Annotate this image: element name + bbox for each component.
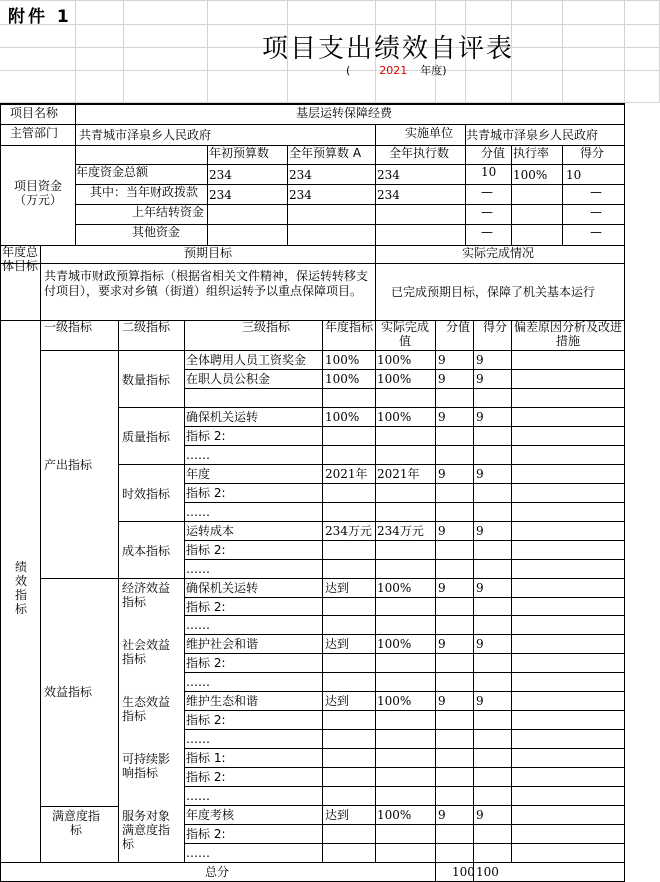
funds-row-label: 年度资金总额 xyxy=(76,165,149,179)
table-border xyxy=(435,862,436,882)
funds-score: — xyxy=(590,205,602,219)
indicator-l3: 在职人员公积金 xyxy=(186,372,271,386)
year-value: 2021 xyxy=(379,64,408,77)
table-border xyxy=(0,862,625,863)
table-border xyxy=(118,521,625,522)
impl-value: 共青城市泽泉乡人民政府 xyxy=(466,128,599,142)
level1-satisfaction: 满意度指标 xyxy=(51,809,100,837)
table-border xyxy=(624,103,625,882)
indicator-l3: 运转成本 xyxy=(186,524,235,538)
indicator-l3: 确保机关运转 xyxy=(186,581,259,595)
funds-initial: 234 xyxy=(209,168,232,182)
attachment-label: 附件 1 xyxy=(8,7,72,27)
indicator-score-value: 9 xyxy=(438,353,446,367)
funds-executed: 234 xyxy=(377,168,400,182)
ind-header-actual: 实际完成值 xyxy=(380,320,429,348)
indicator-l3: 指标 1: xyxy=(186,751,226,765)
funds-header-executed: 全年执行数 xyxy=(389,146,450,160)
indicators-side-label: 绩效指标 xyxy=(14,560,27,616)
indicator-actual: 100% xyxy=(377,581,412,595)
funds-header-score-value: 分值 xyxy=(481,146,506,160)
indicator-target: 100% xyxy=(325,372,360,386)
indicator-score: 9 xyxy=(476,410,484,424)
funds-label: 项目资金 （万元） xyxy=(13,179,62,207)
table-border xyxy=(40,350,625,351)
funds-annual: 234 xyxy=(289,188,312,202)
table-border xyxy=(322,320,323,863)
funds-score: 10 xyxy=(566,168,582,182)
ind-header-target: 年度指标 xyxy=(324,320,373,334)
funds-header-rate: 执行率 xyxy=(513,146,550,160)
funds-score-value: 10 xyxy=(481,165,497,179)
indicator-actual: 100% xyxy=(377,410,412,424)
indicator-target: 达到 xyxy=(325,581,350,595)
indicator-l3: …… xyxy=(186,675,210,689)
table-border xyxy=(473,320,474,863)
indicator-target: 达到 xyxy=(325,637,350,651)
table-border xyxy=(75,124,625,125)
table-border xyxy=(184,805,625,806)
table-border xyxy=(0,104,625,105)
goals-expected: 共青城市财政预算指标（根据省相关文件精神，保运转转移支付项目），要求对乡镇（街道）组织运转予以重点保障项目。 xyxy=(44,269,369,298)
indicator-l3: …… xyxy=(186,505,210,519)
indicator-l3: 维护生态和谐 xyxy=(186,694,259,708)
table-border xyxy=(184,615,625,616)
table-border xyxy=(184,786,625,787)
impl-label: 实施单位 xyxy=(405,126,454,140)
table-border xyxy=(184,388,625,389)
funds-header-initial: 年初预算数 xyxy=(209,146,270,160)
goals-expected-header: 预期目标 xyxy=(184,246,233,260)
indicator-target: 100% xyxy=(325,410,360,424)
funds-score: — xyxy=(590,225,602,239)
dept-value: 共青城市泽泉乡人民政府 xyxy=(79,128,212,142)
table-border xyxy=(184,729,625,730)
grid-line xyxy=(624,0,625,103)
indicator-l3: 全体聘用人员工资奖金 xyxy=(186,353,307,367)
funds-score-value: — xyxy=(481,185,493,199)
table-border xyxy=(375,320,376,863)
indicator-score-value: 9 xyxy=(438,637,446,651)
indicator-l3: 年度 xyxy=(186,467,211,481)
grid-line xyxy=(0,70,660,71)
funds-rate: 100% xyxy=(513,168,548,182)
indicator-score: 9 xyxy=(476,372,484,386)
ind-header-score-value: 分值 xyxy=(446,320,471,334)
table-border xyxy=(184,426,625,427)
total-label: 总分 xyxy=(205,865,230,879)
table-border xyxy=(287,145,288,246)
table-border xyxy=(465,145,466,246)
funds-score: — xyxy=(590,185,602,199)
indicator-score-value: 9 xyxy=(438,467,446,481)
ind-header-l1: 一级指标 xyxy=(44,320,93,334)
project-name: 基层运转保障经费 xyxy=(296,106,393,120)
indicator-l3: 指标 2: xyxy=(186,600,226,614)
project-name-label: 项目名称 xyxy=(10,106,59,120)
level2-service: 服务对象满意度指标 xyxy=(122,809,171,851)
funds-header-score: 得分 xyxy=(580,146,605,160)
indicator-actual: 100% xyxy=(377,353,412,367)
table-border xyxy=(184,320,185,863)
indicator-score: 9 xyxy=(476,808,484,822)
indicator-l3: …… xyxy=(186,789,210,803)
indicator-l3: 指标 2: xyxy=(186,770,226,784)
indicator-score-value: 9 xyxy=(438,581,446,595)
funds-row-label: 其他资金 xyxy=(132,225,181,239)
total-score-value: 100 xyxy=(452,865,475,879)
indicator-l3: 指标 2: xyxy=(186,543,226,557)
level2-cost: 成本指标 xyxy=(122,544,171,558)
indicator-l3: 指标 2: xyxy=(186,713,226,727)
indicator-l3: …… xyxy=(186,732,210,746)
indicator-l3: 维护社会和谐 xyxy=(186,637,259,651)
indicator-l3: 指标 2: xyxy=(186,827,226,841)
table-border xyxy=(184,843,625,844)
indicator-score-value: 9 xyxy=(438,808,446,822)
table-border xyxy=(118,578,625,579)
indicator-actual: 100% xyxy=(377,372,412,386)
indicator-l3: …… xyxy=(186,846,210,860)
dept-label: 主管部门 xyxy=(10,126,59,140)
indicator-score: 9 xyxy=(476,637,484,651)
table-border xyxy=(435,320,436,863)
level2-quantity: 数量指标 xyxy=(122,373,171,387)
table-border xyxy=(184,634,625,635)
table-border xyxy=(184,710,625,711)
indicator-target: 234万元 xyxy=(325,524,372,538)
indicator-target: 达到 xyxy=(325,808,350,822)
table-border xyxy=(184,559,625,560)
table-border xyxy=(184,445,625,446)
indicator-score: 9 xyxy=(476,353,484,367)
indicator-score-value: 9 xyxy=(438,410,446,424)
table-border xyxy=(511,145,512,246)
grid-line xyxy=(562,0,563,103)
indicator-target: 100% xyxy=(325,353,360,367)
table-border xyxy=(184,483,625,484)
indicator-actual: 2021年 xyxy=(377,467,420,481)
table-border xyxy=(184,502,625,503)
indicator-l3: 年度考核 xyxy=(186,808,235,822)
grid-line xyxy=(123,0,124,103)
funds-score-value: — xyxy=(481,225,493,239)
funds-header-annual: 全年预算数 A xyxy=(289,146,362,160)
table-border xyxy=(184,691,625,692)
indicator-score-value: 9 xyxy=(438,524,446,538)
level2-quality: 质量指标 xyxy=(122,430,171,444)
table-border xyxy=(184,540,625,541)
table-border xyxy=(184,824,625,825)
indicator-score-value: 9 xyxy=(438,694,446,708)
table-border xyxy=(118,464,625,465)
goals-actual-header: 实际完成情况 xyxy=(462,246,535,260)
year-open: ( xyxy=(346,64,351,77)
table-border xyxy=(0,103,1,882)
funds-row-label: 上年结转资金 xyxy=(132,205,205,219)
indicator-actual: 234万元 xyxy=(377,524,424,538)
level2-sustainable: 可持续影响指标 xyxy=(122,752,171,780)
funds-initial: 234 xyxy=(209,188,232,202)
grid-line xyxy=(0,0,660,1)
indicator-target: 达到 xyxy=(325,694,350,708)
indicator-l3: 指标 2: xyxy=(186,486,226,500)
table-border xyxy=(184,653,625,654)
total-score: 100 xyxy=(476,865,499,879)
indicator-actual: 100% xyxy=(377,808,412,822)
indicator-score: 9 xyxy=(476,694,484,708)
table-border xyxy=(184,597,625,598)
indicator-l3: …… xyxy=(186,448,210,462)
table-border xyxy=(562,145,563,246)
level2-timeliness: 时效指标 xyxy=(122,487,171,501)
indicator-score: 9 xyxy=(476,467,484,481)
ind-header-reason: 偏差原因分析及改进措施 xyxy=(513,320,622,348)
funds-score-value: — xyxy=(481,205,493,219)
indicator-l3: …… xyxy=(186,562,210,576)
indicator-l3: …… xyxy=(186,618,210,632)
level2-ecological: 生态效益指标 xyxy=(122,695,171,723)
table-border xyxy=(375,145,376,246)
table-border xyxy=(184,369,625,370)
table-border xyxy=(207,145,208,246)
grid-line xyxy=(207,0,208,103)
funds-executed: 234 xyxy=(377,188,400,202)
table-border xyxy=(184,672,625,673)
level1-benefit: 效益指标 xyxy=(44,685,93,699)
table-border xyxy=(375,245,376,321)
table-border xyxy=(75,164,625,165)
indicator-l3: 指标 2: xyxy=(186,429,226,443)
level2-economic: 经济效益指标 xyxy=(122,581,171,609)
indicator-actual: 100% xyxy=(377,694,412,708)
indicator-actual: 100% xyxy=(377,637,412,651)
table-border xyxy=(184,767,625,768)
ind-header-l3: 三级指标 xyxy=(242,320,291,334)
table-border xyxy=(118,320,119,863)
indicator-score: 9 xyxy=(476,581,484,595)
funds-row-label: 其中：当年财政拨款 xyxy=(90,185,199,199)
goals-actual: 已完成预期目标，保障了机关基本运行 xyxy=(391,285,596,299)
indicator-target: 2021年 xyxy=(325,467,368,481)
table-border xyxy=(0,263,625,264)
table-border xyxy=(40,806,119,807)
table-border xyxy=(40,578,119,579)
ind-header-score: 得分 xyxy=(482,320,507,334)
funds-annual: 234 xyxy=(289,168,312,182)
table-border xyxy=(375,124,376,146)
level2-social: 社会效益指标 xyxy=(122,638,171,666)
page-title: 项目支出绩效自评表 xyxy=(262,34,515,64)
grid-line xyxy=(0,24,660,25)
level1-output: 产出指标 xyxy=(44,458,93,472)
indicator-score: 9 xyxy=(476,524,484,538)
indicator-l3: 指标 2: xyxy=(186,656,226,670)
table-border xyxy=(511,320,512,863)
indicator-score-value: 9 xyxy=(438,372,446,386)
year-unit: 年度) xyxy=(420,64,447,77)
table-border xyxy=(40,245,41,863)
year-line xyxy=(346,64,447,78)
table-border xyxy=(118,407,625,408)
grid-line xyxy=(75,0,76,103)
goals-label: 年度总体目标 xyxy=(2,245,39,273)
table-border xyxy=(184,748,625,749)
ind-header-l2: 二级指标 xyxy=(122,320,171,334)
indicator-l3: 确保机关运转 xyxy=(186,410,259,424)
